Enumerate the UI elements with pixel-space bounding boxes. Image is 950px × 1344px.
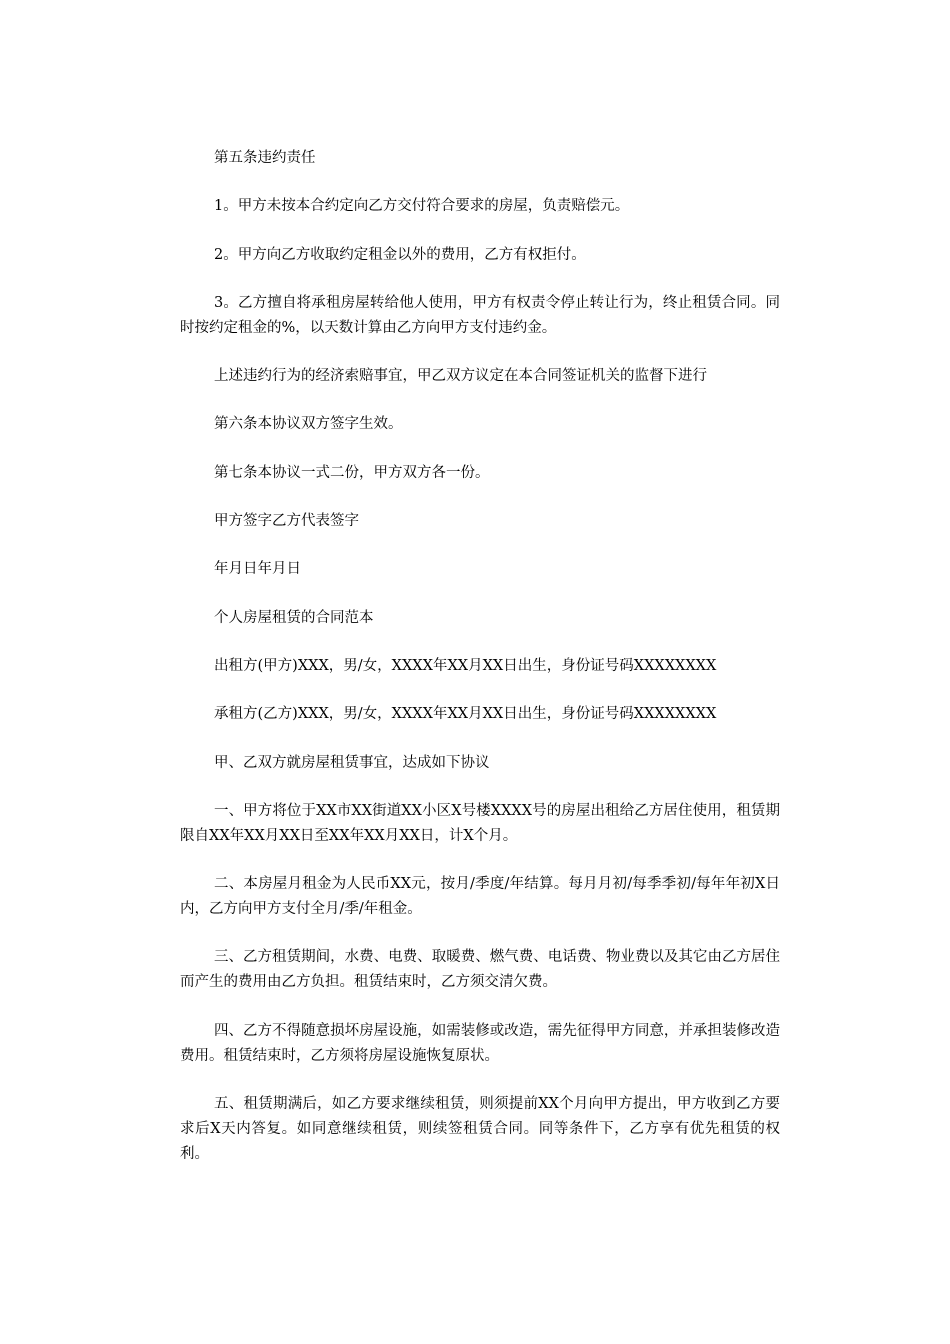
paragraph-clause-2: 2。甲方向乙方收取约定租金以外的费用，乙方有权拒付。 [214,246,586,263]
paragraph-item-4: 四、乙方不得随意损坏房屋设施，如需装修或改造，需先征得甲方同意，并承担装修改造费用。租赁结束时，乙方须将房屋设施恢复原状。 [180,1022,780,1064]
lessor-info: 出租方(甲方)XXX，男/女，XXXX年XX月XX日出生，身份证号码XXXXXXXX [214,657,717,674]
paragraph-item-5: 五、租赁期满后，如乙方要求继续租赁，则须提前XX个月向甲方提出，甲方收到乙方要求后X天内答复。如同意继续租赁，则续签租赁合同。同等条件下，乙方享有优先租赁的权利。 [180,1096,780,1163]
document-body [180,146,780,1190]
section-heading-article-7: 第七条本协议一式二份，甲方双方各一份。 [214,464,490,481]
paragraph-clause-1: 1。甲方未按本合约定向乙方交付符合要求的房屋，负责赔偿元。 [214,198,630,215]
lessee-info: 承租方(乙方)XXX，男/女，XXXX年XX月XX日出生，身份证号码XXXXXXXX [214,706,717,723]
paragraph-item-1: 一、甲方将位于XX市XX街道XX小区X号楼XXXX号的房屋出租给乙方居住使用，租赁期限自XX年XX月XX日至XX年XX月XX日，计X个月。 [180,802,780,844]
agreement-intro: 甲、乙双方就房屋租赁事宜，达成如下协议 [214,754,490,771]
section-heading-article-5: 第五条违约责任 [214,150,316,166]
signature-line: 甲方签字乙方代表签字 [214,513,359,530]
contract-title: 个人房屋租赁的合同范本 [214,609,374,626]
section-heading-article-6: 第六条本协议双方签字生效。 [214,416,403,433]
paragraph-clause-3: 3。乙方擅自将承租房屋转给他人使用，甲方有权责令停止转让行为，终止租赁合同。同时按约定租金的%，以天数计算由乙方向甲方支付违约金。 [180,294,780,336]
paragraph-claims: 上述违约行为的经济索赔事宜，甲乙双方议定在本合同签证机关的监督下进行 [214,368,707,385]
paragraph-item-3: 三、乙方租赁期间，水费、电费、取暖费、燃气费、电话费、物业费以及其它由乙方居住而产生的费用由乙方负担。租赁结束时，乙方须交清欠费。 [180,949,780,991]
date-line: 年月日年月日 [214,561,301,578]
paragraph-item-2: 二、本房屋月租金为人民币XX元，按月/季度/年结算。每月月初/每季季初/每年年初X日内，乙方向甲方支付全月/季/年租金。 [180,876,780,918]
